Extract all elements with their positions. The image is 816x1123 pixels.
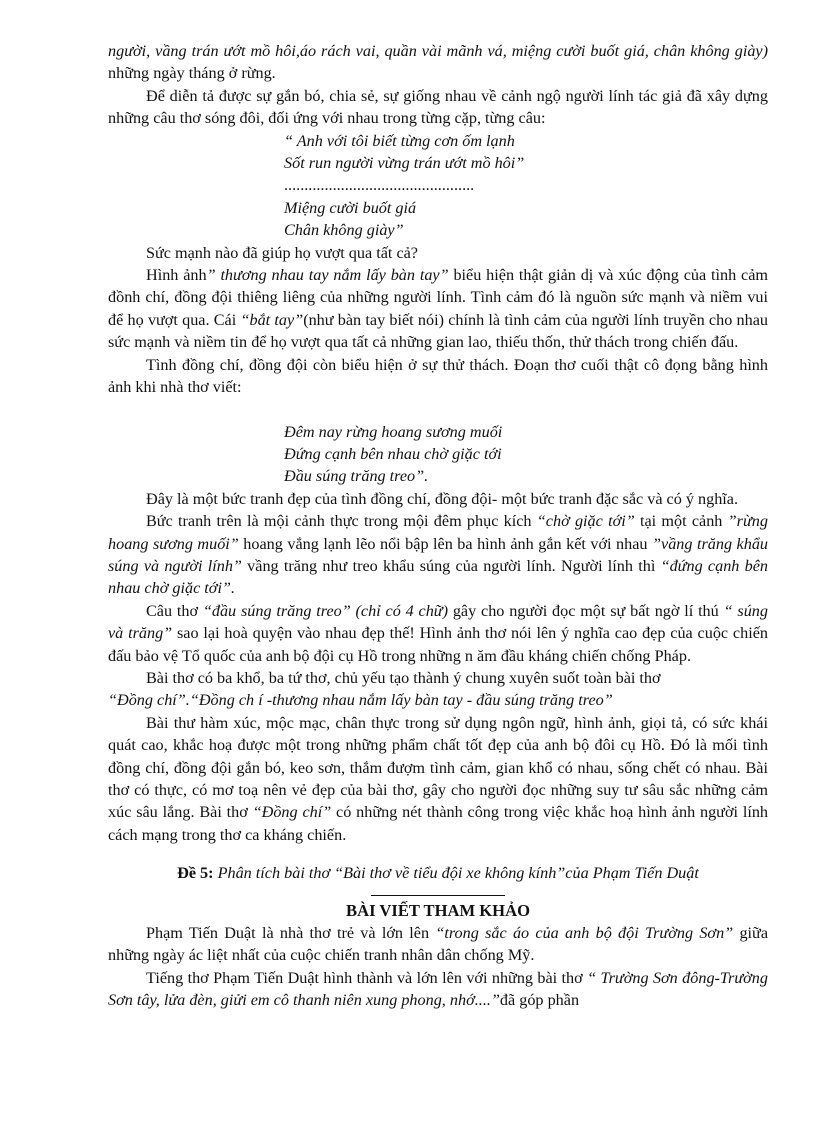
exercise-label: Đề 5: — [177, 864, 214, 883]
poem-line: Sốt run người vừng trán ướt mồ hôi” — [284, 154, 525, 173]
paragraph-8: Bài thơ có ba khổ, ba tứ thơ, chủ yếu tạo thành ý chung xuyên suốt toàn bài thơ “Đồng chí”.“Đồng ch í -thương nhau nắm lấy bàn tay - đầu súng trăng treo” — [108, 668, 661, 710]
document-page — [108, 40, 768, 1012]
paragraph-7: Câu thơ “đầu súng trăng treo” (chỉ có 4 chữ) gây cho người đọc một sự bất ngờ lí thú “ súng và trăng” sao lại hoà quyện vào nhau đẹp thế! Hình ảnh thơ nói lên ý nghĩa cao đẹp của cuộc chiến đấu bảo vệ Tổ quốc của anh bộ đội cụ Hồ trong những n ăm đầu kháng chiến chống Pháp. — [108, 601, 768, 665]
spacer — [108, 846, 768, 860]
poem-excerpt-1 — [284, 130, 768, 242]
paragraph-1: Để diễn tả được sự gắn bó, chia sẻ, sự giống nhau về cảnh ngộ người lính tác giả đã xây dựng những câu thơ sóng đôi, đối ứng với nhau trong từng cặp, từng câu: — [108, 86, 768, 128]
paragraph-2: Sức mạnh nào đã giúp họ vượt qua tất cả? — [146, 243, 418, 262]
poem-line: Đêm nay rừng hoang sương muối — [284, 422, 503, 441]
poem-excerpt-2 — [284, 421, 768, 488]
poem-line: Đứng cạnh bên nhau chờ giặc tới — [284, 444, 502, 463]
poem-ellipsis: ............................................... — [284, 176, 475, 195]
paragraph-4: Tình đồng chí, đồng đội còn biểu hiện ở sự thử thách. Đoạn thơ cuối thật cô đọng bằng hình ảnh khi nhà thơ viết: — [108, 355, 768, 397]
spacer — [108, 399, 768, 421]
divider — [371, 895, 505, 896]
paragraph-11: Tiếng thơ Phạm Tiến Duật hình thành và lớn lên với những bài thơ “ Trường Sơn đông-Trường Sơn tây, lửa đèn, giửi em cô thanh niên xung phong, nhớ....”đã góp phần — [108, 968, 768, 1010]
poem-line: “ Anh với tôi biết từng cơn ốm lạnh — [284, 131, 515, 150]
paragraph-9: Bài thư hàm xúc, mộc mạc, chân thực trong sử dụng ngôn ngữ, hình ảnh, giọi tả, có sức khái quát cao, khắc hoạ được một trong những phẩm chất tốt đẹp của anh bộ đôi cụ Hồ. Đó là mối tình đồng chí, đồng đội gắn bó, keo sơn, thắm đượm tình cảm, gian khổ có nhau, sống chết có nhau. Bài thơ có thực, có mơ toạ nên vẻ đẹp của bài thơ, gây cho người đọc những suy tư sâu sắc những cảm xúc sâu lắng. Bài thơ “Đồng chí” có những nét thành công trong việc khắc hoạ hình ảnh người lính cách mạng trong thơ ca kháng chiến. — [108, 713, 769, 844]
exercise-title — [108, 862, 768, 884]
exercise-text: Phân tích bài thơ “Bài thơ về tiểu đội xe không kính”của Phạm Tiến Duật — [213, 864, 699, 883]
paragraph-10: Phạm Tiến Duật là nhà thơ trẻ và lớn lên “trong sắc áo của anh bộ đội Trường Sơn” giữa những ngày ác liệt nhất của cuộc chiến tranh nhân dân chống Mỹ. — [108, 924, 769, 965]
paragraph-3: Hình ảnh” thương nhau tay nắm lấy bàn tay” biểu hiện thật giản dị và xúc động của tình cảm đồnh chí, đồng đội thiêng liêng của những người lính. Tình cảm đó là nguồn sức mạnh và niềm vui để họ vượt qua. Cái “bắt tay”(như bàn tay biết nói) chính là tình cảm của người lính truyền cho nhau sức mạnh và niềm tin để họ vượt qua tất cả những gian lao, thiếu thốn, thử thách trong chiến đấu. — [108, 266, 768, 352]
paragraph-0: người, vầng trán ướt mồ hôi,áo rách vai, quần vài mãnh vá, miệng cười buốt giá, chân không giày) những ngày tháng ở rừng. — [108, 42, 768, 83]
poem-line: Đầu súng trăng treo”. — [284, 467, 429, 486]
paragraph-6: Bức tranh trên là mội cảnh thực trong mội đêm phục kích “chờ giặc tới” tại một cảnh ”rừng hoang sương muối” hoang vắng lạnh lẽo nổi bập lên ba hình ảnh gắn kết với nhau ”vầng trăng khẩu súng và người lính” vầng trăng như treo khẩu súng của người lính. Người lính thì “đứng cạnh bên nhau chờ giặc tới”. — [108, 512, 769, 598]
poem-line: Chân không giày” — [284, 221, 404, 240]
section-heading: BÀI VIẾT THAM KHẢO — [346, 900, 530, 920]
paragraph-5: Đây là một bức tranh đẹp của tình đồng chí, đồng đội- một bức tranh đặc sắc và có ý nghĩa. — [146, 489, 739, 508]
poem-line: Miệng cười buốt giá — [284, 198, 417, 217]
